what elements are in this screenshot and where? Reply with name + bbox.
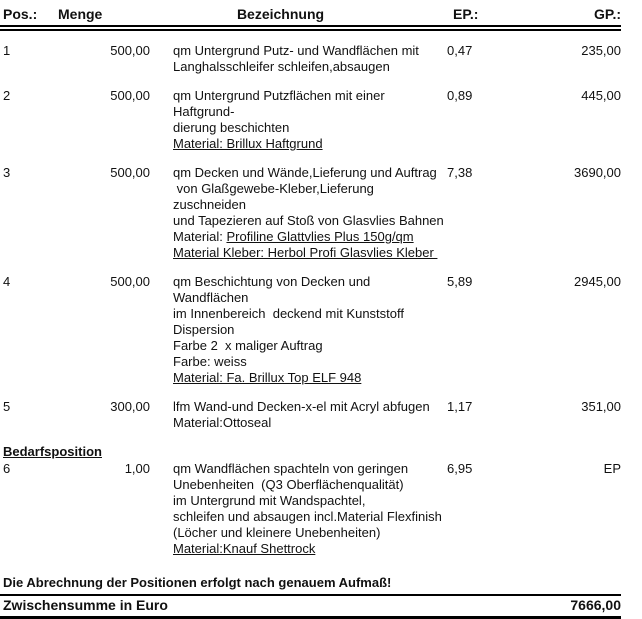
pos-cell: 5 bbox=[3, 399, 11, 414]
description-cell bbox=[150, 399, 447, 431]
ep-cell: 0,47 bbox=[447, 43, 473, 58]
description-cell bbox=[150, 165, 447, 261]
ep-cell: 6,95 bbox=[447, 461, 473, 476]
ep-cell: 0,89 bbox=[447, 88, 473, 103]
description-line: qm Untergrund Putzflächen mit einer Haftgrund- bbox=[173, 88, 389, 119]
pos-cell: 2 bbox=[3, 88, 11, 103]
table-header bbox=[0, 6, 621, 23]
description-line: im Untergrund mit Wandspachtel, bbox=[173, 493, 366, 508]
description-line: qm Wandflächen spachteln von geringen bbox=[173, 461, 409, 476]
underlined-text: Material: Fa. Brillux Top ELF 948 bbox=[173, 370, 362, 385]
description-line: (Löcher und kleinere Unebenheiten) bbox=[173, 525, 381, 540]
description-line: und Tapezieren auf Stoß von Glasvlies Bahnen bbox=[173, 213, 444, 228]
pos-cell: 1 bbox=[3, 43, 11, 58]
table-row bbox=[0, 43, 621, 75]
subtotal-row bbox=[0, 596, 621, 616]
ep-cell: 5,89 bbox=[447, 274, 473, 289]
menge-cell: 500,00 bbox=[110, 43, 150, 58]
header-divider bbox=[0, 25, 621, 31]
table-row bbox=[0, 461, 621, 557]
description-line: Farbe 2 x maliger Auftrag bbox=[173, 338, 323, 353]
subtotal-label: Zwischensumme in Euro bbox=[3, 597, 168, 613]
menge-cell: 1,00 bbox=[124, 461, 150, 476]
description-line: im Innenbereich deckend mit Kunststoff Dispersion bbox=[173, 306, 408, 337]
underlined-text: Material:Knauf Shettrock bbox=[173, 541, 316, 556]
description-cell bbox=[150, 461, 447, 557]
table-body bbox=[0, 43, 621, 557]
menge-cell: 500,00 bbox=[110, 88, 150, 103]
header-ep: EP.: bbox=[453, 6, 479, 22]
description-line: von Glaßgewebe-Kleber,Lieferung zuschneiden bbox=[173, 181, 378, 212]
menge-cell: 500,00 bbox=[110, 165, 150, 180]
underlined-text: Material: Brillux Haftgrund bbox=[173, 136, 323, 151]
gp-cell: 351,00 bbox=[581, 399, 621, 414]
billing-note: Die Abrechnung der Positionen erfolgt nach genauem Aufmaß! bbox=[3, 575, 392, 590]
gp-cell: 235,00 bbox=[581, 43, 621, 58]
description-line: Material: Profiline Glattvlies Plus 150g/qm bbox=[173, 229, 414, 244]
ep-cell: 7,38 bbox=[447, 165, 473, 180]
header-menge: Menge bbox=[58, 6, 103, 22]
description-line: Unebenheiten (Q3 Oberflächenqualität) bbox=[173, 477, 404, 492]
description-cell bbox=[150, 43, 447, 75]
description-line bbox=[173, 541, 447, 557]
pos-cell: 6 bbox=[3, 461, 11, 476]
pos-cell: 3 bbox=[3, 165, 11, 180]
header-pos: Pos.: bbox=[3, 6, 38, 22]
menge-cell: 300,00 bbox=[110, 399, 150, 414]
header-bezeichnung: Bezeichnung bbox=[236, 6, 325, 22]
table-row bbox=[0, 399, 621, 431]
description-line bbox=[173, 136, 447, 152]
gp-cell: 2945,00 bbox=[574, 274, 621, 289]
document-footer bbox=[0, 575, 621, 619]
gp-cell: EP bbox=[603, 461, 621, 476]
description-line: Farbe: weiss bbox=[173, 354, 247, 369]
description-line: lfm Wand-und Decken-x-el mit Acryl abfugen bbox=[173, 399, 430, 414]
section-label: Bedarfsposition bbox=[3, 444, 102, 459]
header-gp: GP.: bbox=[594, 6, 621, 22]
underlined-text: Material Kleber: Herbol Profi Glasvlies Kleber bbox=[173, 245, 438, 260]
description-cell bbox=[150, 274, 447, 386]
underlined-text: Profiline Glattvlies Plus 150g/qm bbox=[226, 229, 414, 244]
gp-cell: 445,00 bbox=[581, 88, 621, 103]
description-cell bbox=[150, 88, 447, 152]
menge-cell: 500,00 bbox=[110, 274, 150, 289]
description-line: qm Decken und Wände,Lieferung und Auftrag bbox=[173, 165, 437, 180]
description-line: Langhalsschleifer schleifen,absaugen bbox=[173, 59, 390, 74]
description-line: dierung beschichten bbox=[173, 120, 290, 135]
description-line bbox=[173, 245, 447, 261]
table-row bbox=[0, 88, 621, 152]
pos-cell: 4 bbox=[3, 274, 11, 289]
table-row bbox=[0, 165, 621, 261]
gp-cell: 3690,00 bbox=[574, 165, 621, 180]
subtotal-value: 7666,00 bbox=[570, 597, 621, 613]
description-line bbox=[173, 370, 447, 386]
description-line: schleifen und absaugen incl.Material Flexfinish bbox=[173, 509, 442, 524]
table-row bbox=[0, 274, 621, 386]
description-line: Material:Ottoseal bbox=[173, 415, 272, 430]
description-line: qm Untergrund Putz- und Wandflächen mit bbox=[173, 43, 419, 58]
ep-cell: 1,17 bbox=[447, 399, 473, 414]
description-line: qm Beschichtung von Decken und Wandflächen bbox=[173, 274, 374, 305]
